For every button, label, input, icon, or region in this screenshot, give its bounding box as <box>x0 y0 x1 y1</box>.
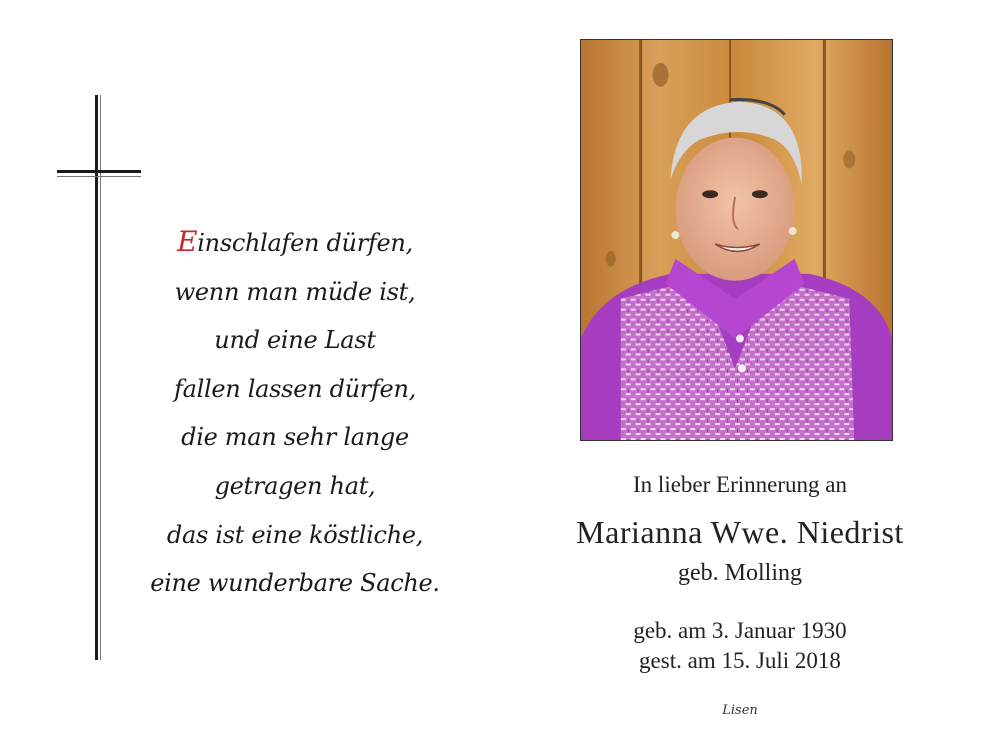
poem-line: und eine Last <box>214 326 376 355</box>
birth-date: geb. am 3. Januar 1930 <box>633 618 847 643</box>
designer-signature: Lisen <box>722 703 758 718</box>
poem-first-line: inschlafen dürfen, <box>197 229 413 257</box>
cross-vertical-shadow <box>100 95 101 660</box>
portrait-illustration <box>581 40 892 440</box>
poem-line: getragen hat, <box>214 471 376 500</box>
poem-line: das ist eine köstliche, <box>166 520 424 549</box>
deceased-name: Marianna Wwe. Niedrist <box>576 514 904 550</box>
memorial-intro: In lieber Erinnerung an <box>633 472 847 497</box>
poem-line: eine wunderbare Sache. <box>150 569 440 598</box>
cross-horizontal-beam <box>57 170 141 173</box>
memorial-poem <box>140 218 450 608</box>
cross-vertical-beam <box>95 95 98 660</box>
death-date: gest. am 15. Juli 2018 <box>639 648 841 673</box>
poem-line: wenn man müde ist, <box>174 277 416 306</box>
poem-line: die man sehr lange <box>181 423 409 452</box>
poem-initial: E <box>177 225 198 258</box>
maiden-name: geb. Molling <box>678 560 802 586</box>
cross-horizontal-shadow <box>57 176 141 177</box>
poem-line: fallen lassen dürfen, <box>174 374 416 403</box>
poem-line <box>140 218 450 268</box>
portrait-photo <box>580 39 893 441</box>
